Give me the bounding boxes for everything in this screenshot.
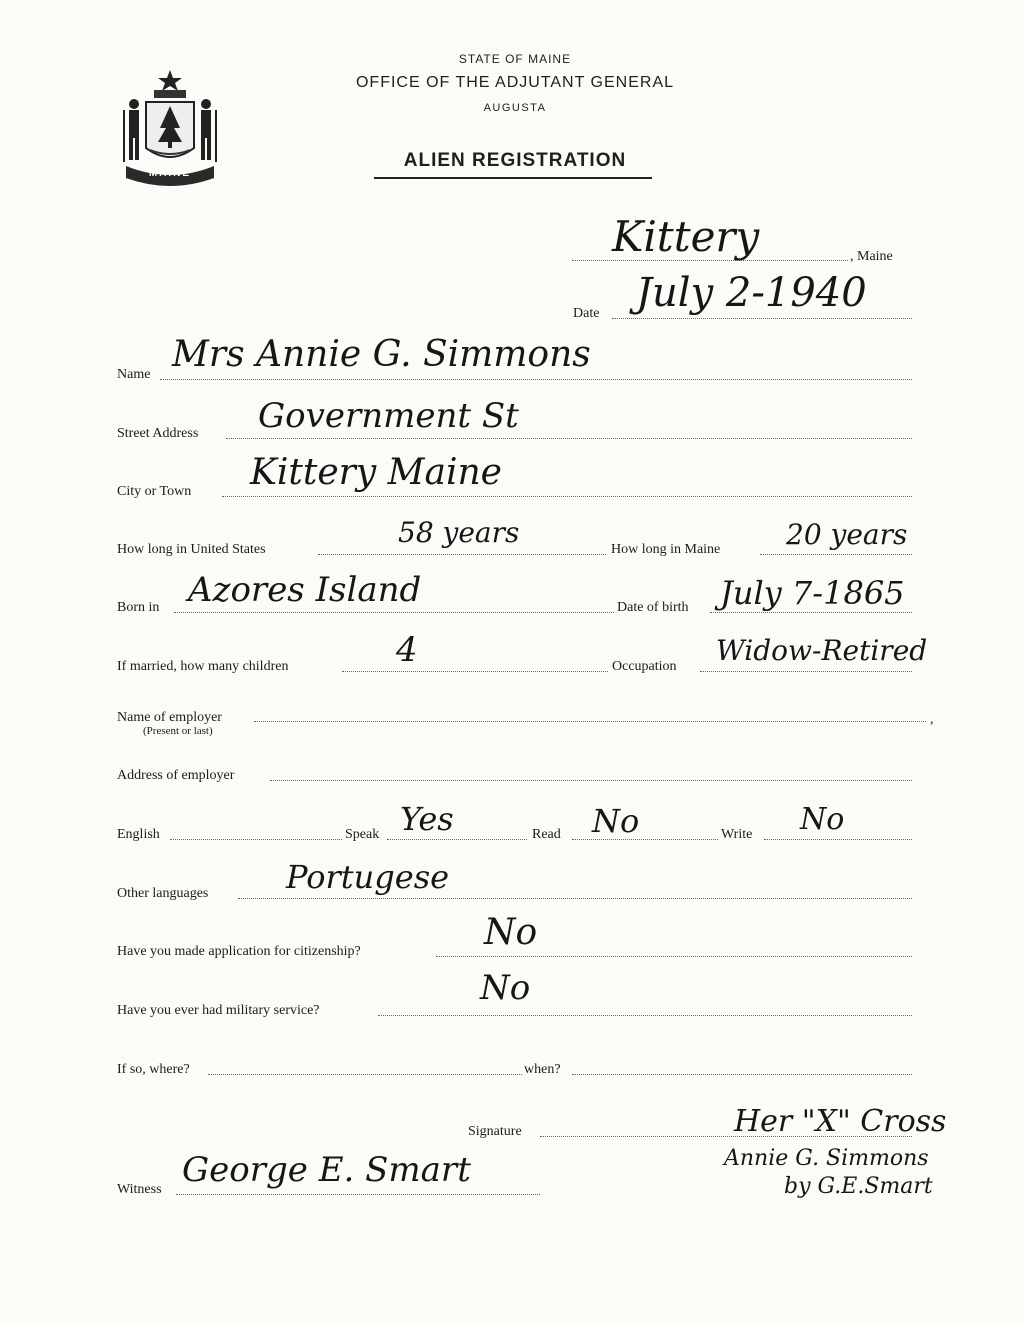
- city-value: Kittery Maine: [250, 452, 502, 493]
- employer-comma: ,: [930, 712, 934, 727]
- maine-state-seal: [116, 66, 224, 192]
- header-state: STATE OF MAINE: [458, 52, 572, 66]
- children-value: 4: [396, 630, 418, 670]
- employer-name-sublabel: (Present or last): [143, 725, 213, 737]
- write-line: [764, 839, 912, 840]
- read-label: Read: [532, 827, 561, 842]
- years-maine-line: [760, 554, 912, 555]
- employer-name-label: Name of employer: [117, 710, 222, 725]
- years-maine-label: How long in Maine: [611, 542, 721, 557]
- signature-by: by G.E.Smart: [784, 1174, 933, 1199]
- english-label: English: [117, 827, 160, 842]
- header-city: AUGUSTA: [483, 102, 547, 114]
- english-line: [170, 839, 342, 840]
- write-value: No: [800, 802, 845, 837]
- employer-name-line: [254, 721, 926, 722]
- name-line: [160, 379, 912, 380]
- name-value: Mrs Annie G. Simmons: [172, 334, 591, 375]
- signature-label: Signature: [468, 1124, 522, 1139]
- speak-label: Speak: [345, 827, 380, 842]
- employer-address-line: [270, 780, 912, 781]
- signature-name: Annie G. Simmons: [724, 1146, 929, 1171]
- city-label: City or Town: [117, 484, 192, 499]
- form-title: ALIEN REGISTRATION: [403, 150, 627, 171]
- read-value: No: [592, 802, 640, 840]
- born-in-line: [174, 612, 614, 613]
- other-languages-value: Portugese: [286, 858, 450, 896]
- where-line: [208, 1074, 522, 1075]
- date-value: July 2-1940: [636, 270, 867, 316]
- dob-value: July 7-1865: [720, 574, 905, 612]
- witness-label: Witness: [117, 1182, 162, 1197]
- header-office: OFFICE OF THE ADJUTANT GENERAL: [355, 74, 675, 91]
- occupation-label: Occupation: [612, 659, 677, 674]
- military-line: [378, 1015, 912, 1016]
- when-line: [572, 1074, 912, 1075]
- dob-label: Date of birth: [617, 600, 689, 615]
- street-address-value: Government St: [258, 396, 519, 436]
- witness-value: George E. Smart: [182, 1150, 471, 1190]
- citizenship-value: No: [484, 912, 538, 953]
- born-in-value: Azores Island: [188, 570, 422, 610]
- children-line: [342, 671, 608, 672]
- street-address-label: Street Address: [117, 426, 199, 441]
- when-label: when?: [524, 1062, 561, 1077]
- speak-value: Yes: [400, 800, 454, 838]
- occupation-line: [700, 671, 912, 672]
- years-us-label: How long in United States: [117, 542, 266, 557]
- place-value: Kittery: [612, 212, 760, 261]
- years-us-line: [318, 554, 606, 555]
- title-underline: [374, 177, 652, 179]
- citizenship-label: Have you made application for citizenship?: [117, 944, 361, 959]
- date-label: Date: [573, 306, 600, 321]
- children-label: If married, how many children: [117, 659, 289, 674]
- place-suffix: , Maine: [850, 249, 893, 264]
- military-label: Have you ever had military service?: [117, 1003, 320, 1018]
- dob-line: [710, 612, 912, 613]
- years-us-value: 58 years: [398, 516, 520, 549]
- other-languages-label: Other languages: [117, 886, 209, 901]
- street-address-line: [226, 438, 912, 439]
- citizenship-line: [436, 956, 912, 957]
- employer-address-label: Address of employer: [117, 768, 235, 783]
- speak-line: [387, 839, 527, 840]
- other-languages-line: [238, 898, 912, 899]
- seal-banner-text: MAINE: [148, 168, 192, 179]
- write-label: Write: [721, 827, 753, 842]
- signature-mark: Her "X" Cross: [734, 1104, 947, 1139]
- military-value: No: [480, 968, 531, 1008]
- date-line: [612, 318, 912, 319]
- where-label: If so, where?: [117, 1062, 190, 1077]
- occupation-value: Widow-Retired: [716, 634, 928, 667]
- born-in-label: Born in: [117, 600, 160, 615]
- witness-line: [176, 1194, 540, 1195]
- years-maine-value: 20 years: [786, 518, 908, 551]
- name-label: Name: [117, 367, 151, 382]
- city-line: [222, 496, 912, 497]
